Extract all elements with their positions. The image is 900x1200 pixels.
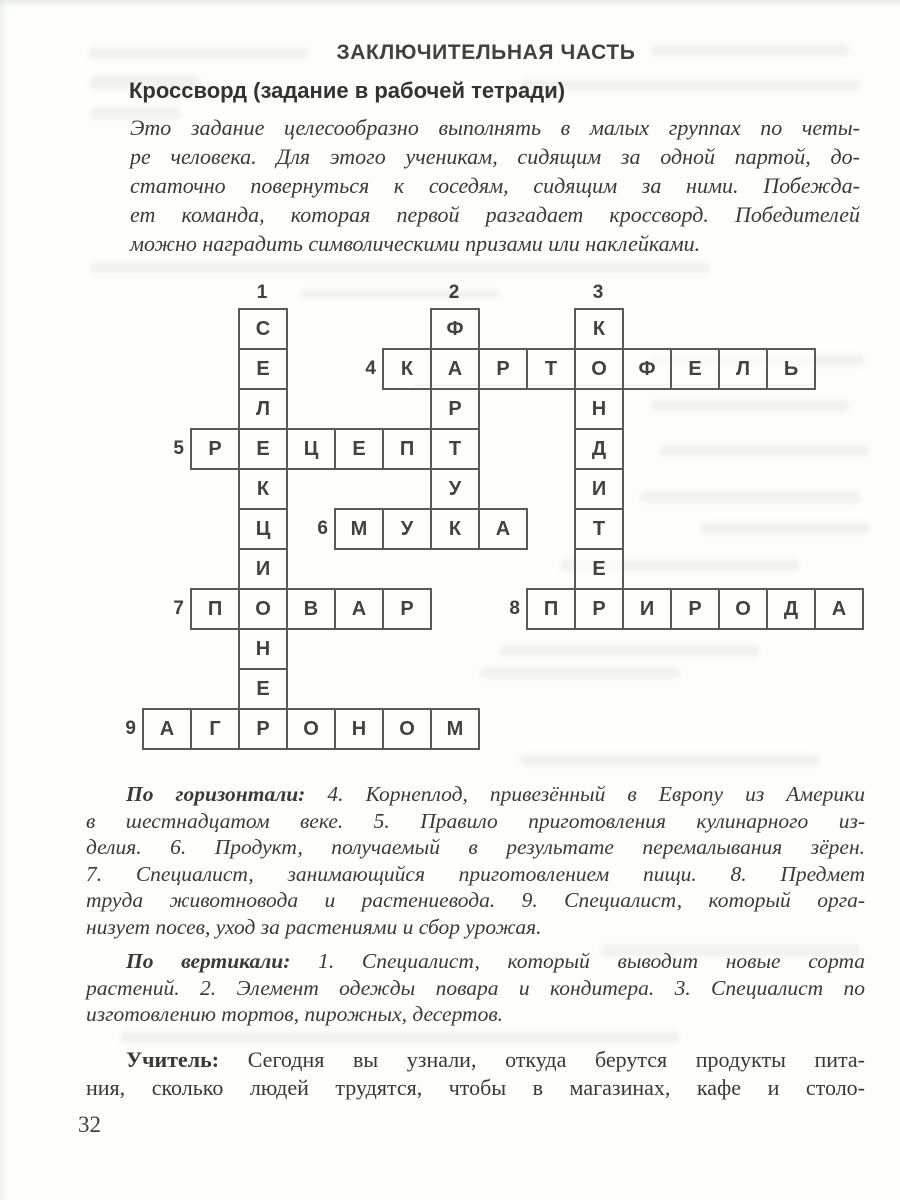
crossword-cell: О	[574, 348, 624, 390]
crossword-cell: Т	[574, 508, 624, 550]
crossword-cell: О	[718, 588, 768, 630]
crossword-cell: Г	[190, 708, 240, 750]
crossword-cell: Р	[670, 588, 720, 630]
page-number: 32	[78, 1112, 101, 1137]
crossword-cell: Р	[478, 348, 528, 390]
text-line	[86, 1046, 865, 1074]
text-line: растений. 2. Элемент одежды повара и кондитера. 3. Специалист по	[86, 975, 865, 1000]
crossword-cell: Р	[190, 428, 240, 470]
crossword-cell: Р	[574, 588, 624, 630]
crossword-cell: Р	[430, 388, 480, 430]
crossword-cell: А	[334, 588, 384, 630]
crossword-cell: И	[238, 548, 288, 590]
crossword-clue-number: 9	[125, 718, 136, 739]
text-line: изготовлению тортов, пирожных, десертов.	[86, 1002, 504, 1026]
crossword-cell: А	[142, 708, 192, 750]
teacher-paragraph	[86, 1046, 865, 1102]
teacher-label: Учитель:	[126, 1047, 220, 1072]
crossword-clue-number: 2	[448, 282, 460, 303]
crossword-clue-number: 8	[509, 598, 520, 619]
clues-vertical-label: По вертикали:	[126, 949, 291, 973]
crossword-cell: А	[430, 348, 480, 390]
text-line	[86, 948, 865, 975]
crossword-cell: Ц	[238, 508, 288, 550]
crossword-cell: Е	[670, 348, 720, 390]
text-line: труда животновода и растениевода. 9. Специалист, который орга-	[86, 888, 865, 912]
text-line: Это задание целесообразно выполнять в малых группах по четы-	[130, 115, 860, 140]
text-line: делия. 6. Продукт, получаемый в результате перемалывания зёрен.	[86, 835, 865, 859]
clues-vertical	[86, 948, 865, 1028]
crossword-clue-number: 3	[592, 282, 604, 303]
crossword-cell: К	[382, 348, 432, 390]
crossword-clue-number: 1	[256, 282, 268, 303]
crossword-cell: П	[382, 428, 432, 470]
crossword-cell: И	[574, 468, 624, 510]
crossword-cell: К	[238, 468, 288, 510]
crossword-cell: С	[238, 308, 288, 350]
clues-horizontal-lines	[86, 808, 865, 941]
crossword-cell: Р	[382, 588, 432, 630]
crossword-cell: Е	[574, 548, 624, 590]
crossword-cell: О	[286, 708, 336, 750]
crossword-clue-number: 4	[365, 358, 376, 379]
crossword-cell: Е	[238, 348, 288, 390]
crossword-cell: А	[814, 588, 864, 630]
crossword-cell: Д	[574, 428, 624, 470]
teacher-lines	[86, 1074, 865, 1102]
crossword-cell: У	[382, 508, 432, 550]
text-line: можно наградить символическими призами или наклейками.	[130, 231, 701, 256]
crossword-cell: М	[334, 508, 384, 550]
text-line: 7. Специалист, занимающийся приготовлением пищи. 8. Предмет	[86, 861, 865, 886]
crossword-clue-number: 6	[317, 518, 328, 539]
teacher-first-line: Сегодня вы узнали, откуда берутся продукты пита-	[247, 1047, 866, 1072]
crossword-cell: А	[478, 508, 528, 550]
crossword-cell: Е	[238, 668, 288, 710]
crossword-cell: У	[430, 468, 480, 510]
crossword-cell: Н	[334, 708, 384, 750]
text-line: ре человека. Для этого ученикам, сидящим за одной партой, до-	[130, 144, 860, 169]
clues-horizontal-label: По горизонтали:	[126, 782, 306, 806]
crossword-cell: Ь	[766, 348, 816, 390]
crossword-cell: Д	[766, 588, 816, 630]
crossword-cell: И	[622, 588, 672, 630]
crossword-cell: П	[190, 588, 240, 630]
crossword-cell: Ф	[430, 308, 480, 350]
text-line	[86, 781, 865, 808]
clues-horizontal	[86, 781, 865, 940]
crossword-cell: Ф	[622, 348, 672, 390]
text-line: низует посев, уход за растениями и сбор урожая.	[86, 914, 542, 939]
crossword-cell: М	[430, 708, 480, 750]
crossword-cell: Т	[430, 428, 480, 470]
crossword-cell: В	[286, 588, 336, 630]
clues-vertical-lines	[86, 975, 865, 1028]
crossword-cell: Л	[238, 388, 288, 430]
crossword-cell: Н	[238, 628, 288, 670]
crossword-cell: П	[526, 588, 576, 630]
crossword-clue-number: 7	[173, 598, 184, 619]
crossword-cell: Ц	[286, 428, 336, 470]
crossword-cell: Л	[718, 348, 768, 390]
clues-horizontal-first-line: 4. Корнеплод, привезённый в Европу из Америки	[327, 782, 865, 806]
crossword-clue-number: 5	[173, 438, 184, 459]
crossword-cell: Е	[238, 428, 288, 470]
crossword-cell: К	[574, 308, 624, 350]
text-line: в шестнадцатом веке. 5. Правило приготовления кулинарного из-	[86, 808, 865, 833]
clues-vertical-first-line: 1. Специалист, который выводит новые сорта	[318, 949, 865, 973]
text-line: статочно повернуться к соседям, сидящим за ними. Побежда-	[130, 173, 860, 198]
crossword-cell: О	[382, 708, 432, 750]
crossword-cell: К	[430, 508, 480, 550]
page-title: ЗАКЛЮЧИТЕЛЬНАЯ ЧАСТЬ	[336, 41, 636, 64]
crossword-cell: О	[238, 588, 288, 630]
crossword-cell: Н	[574, 388, 624, 430]
text-line: ет команда, которая первой разгадает кроссворд. Победителей	[130, 202, 860, 227]
crossword-cell: Т	[526, 348, 576, 390]
crossword-cell: Р	[238, 708, 288, 750]
text-line: ния, сколько людей трудятся, чтобы в магазинах, кафе и столо-	[86, 1075, 865, 1100]
crossword-cell: Е	[334, 428, 384, 470]
section-heading: Кроссворд (задание в рабочей тетради)	[129, 78, 566, 103]
